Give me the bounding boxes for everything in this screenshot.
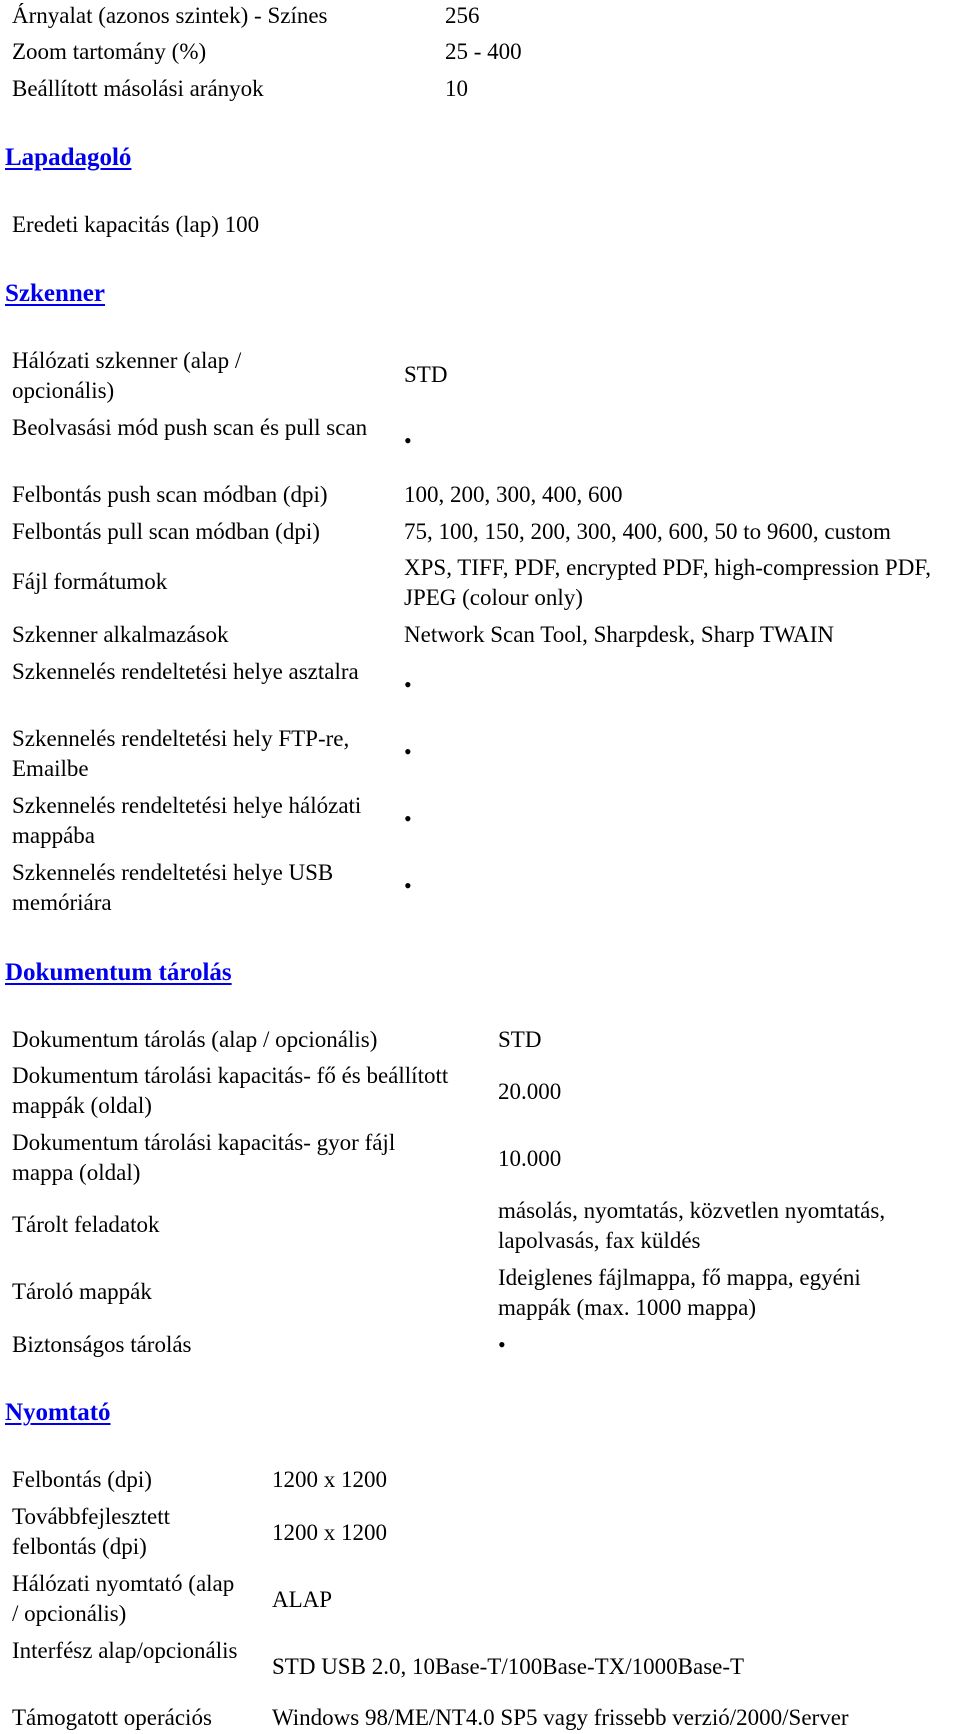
spec-value: 100, 200, 300, 400, 600 xyxy=(404,482,623,507)
spec-value: Network Scan Tool, Sharpdesk, Sharp TWAIN xyxy=(404,622,835,647)
supported-bullet: • xyxy=(498,1332,506,1357)
spec-value: STD xyxy=(404,362,448,387)
spec-label: Dokumentum tárolási kapacitás- gyor fájl mappa (oldal) xyxy=(12,1130,396,1185)
spec-label: Szkenner alkalmazások xyxy=(12,622,229,647)
spec-label: Dokumentum tárolás (alap / opcionális) xyxy=(12,1027,378,1052)
spec-label: Tárolt feladatok xyxy=(12,1212,160,1237)
spec-value: ALAP xyxy=(272,1587,333,1612)
spec-label: Támogatott operációs xyxy=(12,1705,212,1730)
spec-label: Fájl formátumok xyxy=(12,569,168,594)
section-heading-dokumentum-tarolas[interactable]: Dokumentum tárolás xyxy=(5,959,232,986)
spec-label: Szkennelés rendeltetési helye USB memóriára xyxy=(12,860,334,915)
spec-label: Biztonságos tárolás xyxy=(12,1332,192,1357)
spec-label: Továbbfejlesztett felbontás (dpi) xyxy=(12,1504,171,1559)
spec-value: Ideiglenes fájlmappa, fő mappa, egyéni mappák (max. 1000 mappa) xyxy=(498,1265,861,1320)
spec-label: Szkennelés rendeltetési hely FTP-re, Emailbe xyxy=(12,726,350,781)
spec-value: 256 xyxy=(445,3,480,28)
spec-value: 1200 x 1200 xyxy=(272,1467,387,1492)
supported-bullet: • xyxy=(404,739,412,764)
spec-label: Zoom tartomány (%) xyxy=(12,39,207,64)
spec-label: Hálózati nyomtató (alap / opcionális) xyxy=(12,1571,235,1626)
supported-bullet: • xyxy=(404,873,412,898)
feeder-capacity: Eredeti kapacitás (lap) 100 xyxy=(12,212,260,237)
spec-label: Beolvasási mód push scan és pull scan xyxy=(12,415,368,440)
spec-value: másolás, nyomtatás, közvetlen nyomtatás, lapolvasás, fax küldés xyxy=(498,1198,886,1253)
spec-value: 10 xyxy=(445,76,468,101)
spec-label: Interfész alap/opcionális xyxy=(12,1638,238,1663)
supported-bullet: • xyxy=(404,806,412,831)
section-heading-nyomtato[interactable]: Nyomtató xyxy=(5,1399,111,1426)
spec-label: Árnyalat (azonos szintek) - Színes xyxy=(12,3,328,28)
spec-label: Tároló mappák xyxy=(12,1279,152,1304)
spec-label: Szkennelés rendeltetési helye asztalra xyxy=(12,659,359,684)
spec-value: 1200 x 1200 xyxy=(272,1520,387,1545)
spec-value: 20.000 xyxy=(498,1079,562,1104)
spec-value: XPS, TIFF, PDF, encrypted PDF, high-compression PDF, JPEG (colour only) xyxy=(404,555,932,610)
spec-label: Dokumentum tárolási kapacitás- fő és beállított mappák (oldal) xyxy=(12,1063,449,1118)
spec-value: STD USB 2.0, 10Base-T/100Base-TX/1000Base-T xyxy=(272,1654,745,1679)
section-heading-lapadagolo[interactable]: Lapadagoló xyxy=(5,144,132,171)
spec-label: Beállított másolási arányok xyxy=(12,76,264,101)
spec-label: Hálózati szkenner (alap / opcionális) xyxy=(12,348,242,403)
spec-value: 10.000 xyxy=(498,1146,562,1171)
section-heading-szkenner[interactable]: Szkenner xyxy=(5,280,105,307)
spec-label: Felbontás pull scan módban (dpi) xyxy=(12,519,320,544)
spec-label: Szkennelés rendeltetési helye hálózati mappába xyxy=(12,793,362,848)
spec-value: 25 - 400 xyxy=(445,39,522,64)
supported-bullet: • xyxy=(404,428,412,453)
spec-value: STD xyxy=(498,1027,542,1052)
supported-bullet: • xyxy=(404,672,412,697)
spec-label: Felbontás (dpi) xyxy=(12,1467,152,1492)
spec-value: 75, 100, 150, 200, 300, 400, 600, 50 to 9600, custom xyxy=(404,519,891,544)
spec-label: Felbontás push scan módban (dpi) xyxy=(12,482,328,507)
spec-value: Windows 98/ME/NT4.0 SP5 vagy frissebb verzió/2000/Server xyxy=(272,1705,849,1730)
